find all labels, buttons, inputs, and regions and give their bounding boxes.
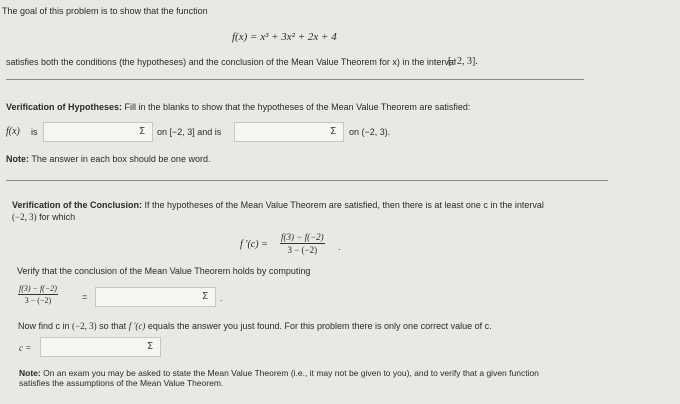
verify-text: Verify that the conclusion of the Mean Value Theorem holds by computing bbox=[17, 266, 311, 276]
conclusion-text: If the hypotheses of the Mean Value Theorem are satisfied, then there is at least one c in the interval bbox=[144, 200, 544, 210]
note-label: Note: bbox=[19, 368, 41, 378]
derivative-lhs: f ′(c) = bbox=[240, 239, 268, 250]
intro-text: The goal of this problem is to show that the function bbox=[2, 6, 208, 16]
period: . bbox=[220, 293, 223, 303]
intro-text-2: satisfies both the conditions (the hypotheses) and the conclusion of the Mean Value Theorem for x) in the interval bbox=[6, 57, 456, 67]
hypotheses-heading: Verification of Hypotheses: bbox=[6, 102, 123, 112]
fraction-denominator: 3 − (−2) bbox=[287, 245, 318, 255]
sum-icon[interactable]: Σ bbox=[201, 291, 209, 302]
hypotheses-text: Fill in the blanks to show that the hypotheses of the Mean Value Theorem are satisfied: bbox=[124, 102, 471, 112]
find-c-text bbox=[18, 321, 492, 331]
find-c-a: Now find c in bbox=[18, 321, 70, 331]
fraction-numerator: f(3) − f(−2) bbox=[19, 284, 57, 293]
sum-icon[interactable]: Σ bbox=[138, 126, 146, 137]
is-label: is bbox=[31, 127, 38, 137]
exam-note-2: satisfies the assumptions of the Mean Value Theorem. bbox=[19, 378, 224, 388]
interval-text: (−2, 3) bbox=[72, 321, 97, 331]
conclusion-intro bbox=[12, 200, 544, 210]
period: . bbox=[338, 242, 341, 252]
hypotheses-note bbox=[6, 154, 210, 164]
fraction-numerator: f(3) − f(−2) bbox=[281, 232, 324, 242]
divider bbox=[6, 180, 608, 181]
function-definition: f(x) = x³ + 3x² + 2x + 4 bbox=[232, 31, 337, 43]
compute-fraction bbox=[18, 284, 58, 305]
note-text: The answer in each box should be one word. bbox=[31, 154, 211, 164]
divider bbox=[6, 79, 584, 80]
interval-text: [−2, 3]. bbox=[448, 56, 478, 67]
hypothesis-answer-2[interactable] bbox=[234, 122, 344, 142]
note-text-1: On an exam you may be asked to state the Mean Value Theorem (i.e., it may not be given to you), and to verify that a given function bbox=[43, 368, 539, 378]
mvt-fraction bbox=[280, 232, 325, 255]
c-label: c = bbox=[19, 343, 32, 353]
fx-label: f(x) bbox=[6, 126, 20, 137]
find-c-b: so that bbox=[99, 321, 127, 331]
on-open-label: on (−2, 3). bbox=[349, 127, 391, 137]
hypothesis-answer-1[interactable] bbox=[43, 122, 153, 142]
sum-icon[interactable]: Σ bbox=[329, 126, 337, 137]
find-c-c: equals the answer you just found. For this problem there is only one correct value of c. bbox=[147, 321, 492, 331]
interval-text: (−2, 3) bbox=[12, 212, 37, 222]
mean-slope-answer[interactable] bbox=[95, 287, 216, 307]
equals-sign: = bbox=[82, 292, 88, 302]
hypotheses-instructions bbox=[6, 102, 470, 112]
fraction-denominator: 3 − (−2) bbox=[24, 296, 52, 305]
conclusion-heading: Verification of the Conclusion: bbox=[12, 200, 143, 210]
conclusion-intro-2 bbox=[12, 212, 75, 222]
exam-note bbox=[19, 368, 539, 378]
fprime-c: f ′(c) bbox=[128, 321, 146, 331]
for-which-text: for which bbox=[39, 212, 76, 222]
note-label: Note: bbox=[6, 154, 29, 164]
on-closed-label: on [−2, 3] and is bbox=[157, 127, 222, 137]
c-value-answer[interactable] bbox=[40, 337, 161, 357]
sum-icon[interactable]: Σ bbox=[146, 341, 154, 352]
